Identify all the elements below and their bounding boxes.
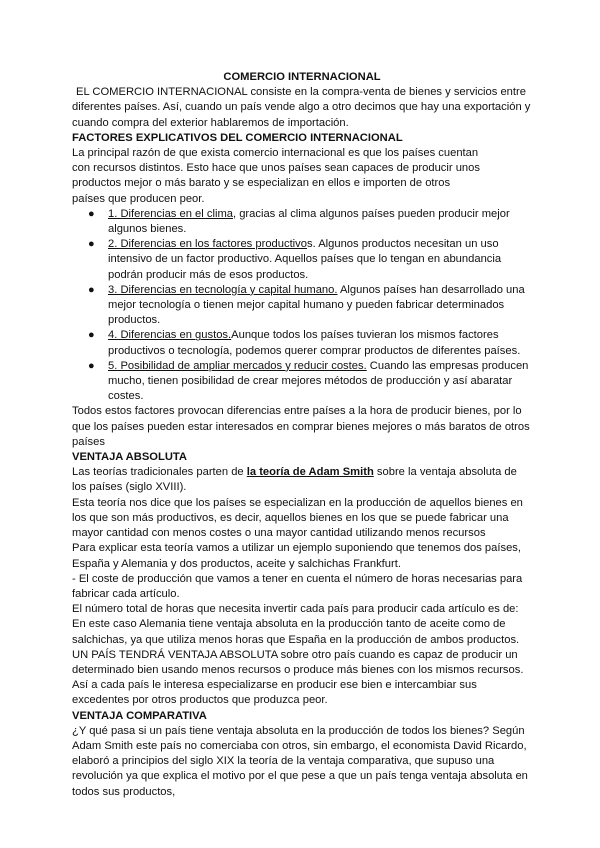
absoluta-line: los que son más productivos, es decir, aquellos bienes en los que se puede fabricar una xyxy=(72,511,509,524)
comparativa-line: Adam Smith este país no comerciaba con otros, sin embargo, el economista David Ricardo, xyxy=(72,739,527,752)
item-label: 2. Diferencias en los factores productivo xyxy=(108,238,307,251)
item-text: mejor tecnología o tienen mejor capital humano y pueden fabricar determinados xyxy=(108,299,505,312)
intro-line: cuando compra del exterior hablaremos de importación. xyxy=(72,116,349,129)
item-text: podrán producir más de esos productos. xyxy=(108,268,309,281)
absoluta-line: En este caso Alemania tiene ventaja absoluta en la producción tanto de aceite como de xyxy=(72,618,506,631)
factores-line: La principal razón de que exista comercio internacional es que los países cuentan xyxy=(72,147,479,160)
absoluta-line: UN PAÍS TENDRÁ VENTAJA ABSOLUTA sobre otro país cuando es capaz de producir un xyxy=(72,648,518,661)
absoluta-line: determinado bien usando menos recursos o produce más bienes con los mismos recursos. xyxy=(72,663,524,676)
item-text: s. Algunos productos necesitan un uso xyxy=(307,238,499,251)
bullet-icon: ● xyxy=(88,207,95,220)
item-text: costes. xyxy=(108,390,144,403)
list-item xyxy=(72,237,532,283)
absoluta-line: El número total de horas que necesita invertir cada país para producir cada artículo es de: xyxy=(72,603,519,616)
absoluta-line: - El coste de producción que vamos a tener en cuenta el número de horas necesarias para xyxy=(72,572,523,585)
comparativa-section xyxy=(72,724,532,800)
absoluta-line xyxy=(72,465,532,480)
closing-line: Todos estos factores provocan diferencias entre países a la hora de producir bienes, por lo xyxy=(72,405,522,418)
item-label: 4. Diferencias en gustos. xyxy=(108,329,232,342)
item-text: productivos o tecnología, podemos querer comprar productos de diferentes países. xyxy=(108,344,521,357)
item-label: 3. Diferencias en tecnología y capital humano. xyxy=(108,283,338,296)
bullet-icon: ● xyxy=(88,238,95,251)
factores-paragraph xyxy=(72,146,532,207)
list-item xyxy=(72,328,532,358)
comparativa-line: elaboró a principios del siglo XIX la teoría de la ventaja comparativa, que supuso una xyxy=(72,755,495,768)
absoluta-line: fabricar cada artículo. xyxy=(72,587,180,600)
item-text: Cuando las empresas producen xyxy=(366,359,529,372)
list-item xyxy=(72,359,532,405)
factores-line: países que producen peor. xyxy=(72,192,205,205)
absoluta-text: sobre la ventaja absoluta de xyxy=(373,466,517,479)
intro-line: diferentes países. Así, cuando un país vende algo a otro decimos que hay una exportación y xyxy=(72,101,531,114)
comparativa-line: ¿Y qué pasa si un país tiene ventaja absoluta en la producción de todos los bienes? Según xyxy=(72,724,525,737)
factores-list xyxy=(72,207,532,405)
comparativa-line: revolución ya que explica el motivo por el que pese a que un país tenga ventaja absoluta en xyxy=(72,770,528,783)
list-item xyxy=(72,283,532,329)
closing-line: que los países pueden estar interesados en comprar bienes mejores o más baratos de otros xyxy=(72,420,530,433)
absoluta-line: Para explicar esta teoría vamos a utilizar un ejemplo suponiendo que tenemos dos países, xyxy=(72,542,522,555)
document-title: COMERCIO INTERNACIONAL xyxy=(223,71,381,83)
absoluta-text: Las teorías tradicionales parten de xyxy=(72,466,247,479)
item-label: 5. Posibilidad de ampliar mercados y reducir costes. xyxy=(108,359,367,372)
list-item xyxy=(72,207,532,237)
absoluta-line: España y Alemania y dos productos, aceite y salchichas Frankfurt. xyxy=(72,557,401,570)
factores-closing xyxy=(72,404,532,450)
item-text: Algunos países han desarrollado una xyxy=(337,283,525,296)
intro-paragraph xyxy=(72,85,532,131)
comparativa-line: todos sus productos, xyxy=(72,785,176,798)
absoluta-line: Esta teoría nos dice que los países se especializan en la producción de aquellos bienes en xyxy=(72,496,523,509)
factores-line: productos mejor o más barato y se especializan en ellos e importen de otros xyxy=(72,177,451,190)
absoluta-heading: VENTAJA ABSOLUTA xyxy=(72,451,187,464)
item-text: intensivo de un factor productivo. Aquellos países que lo tengan en abundancia xyxy=(108,253,502,266)
absoluta-line: los países (siglo XVIII). xyxy=(72,481,187,494)
document-page xyxy=(72,70,532,800)
item-text: mucho, tienen posibilidad de crear mejores métodos de producción y así abaratar xyxy=(108,375,513,388)
absoluta-line: salchichas, ya que utiliza menos horas que España en la producción de ambos productos. xyxy=(72,633,520,646)
bullet-icon: ● xyxy=(88,359,95,372)
absoluta-line: excedentes por otros productos que produzca peor. xyxy=(72,694,328,707)
factores-heading: FACTORES EXPLICATIVOS DEL COMERCIO INTERNACIONAL xyxy=(72,131,403,144)
item-text: , gracias al clima algunos países pueden producir mejor xyxy=(232,207,510,220)
item-text: Aunque todos los países tuvieran los mismos factores xyxy=(231,329,499,342)
absoluta-line: mayor cantidad con menos costes o una mayor cantidad utilizando menos recursos xyxy=(72,527,486,540)
intro-line: EL COMERCIO INTERNACIONAL consiste en la compra-venta de bienes y servicios entre xyxy=(76,86,526,99)
bullet-icon: ● xyxy=(88,329,95,342)
item-text: algunos bienes. xyxy=(108,223,187,236)
item-text: productos. xyxy=(108,314,161,327)
adam-smith-link[interactable]: la teoría de Adam Smith xyxy=(246,466,374,479)
comparativa-heading: VENTAJA COMPARATIVA xyxy=(72,709,207,722)
absoluta-section xyxy=(72,465,532,708)
absoluta-line: Así a cada país le interesa especializarse en producir ese bien e intercambiar sus xyxy=(72,679,477,692)
factores-line: con recursos distintos. Esto hace que unos países sean capaces de producir unos xyxy=(72,162,480,175)
bullet-icon: ● xyxy=(88,283,95,296)
closing-line: países xyxy=(72,435,105,448)
item-label: 1. Diferencias en el clima xyxy=(108,207,233,220)
